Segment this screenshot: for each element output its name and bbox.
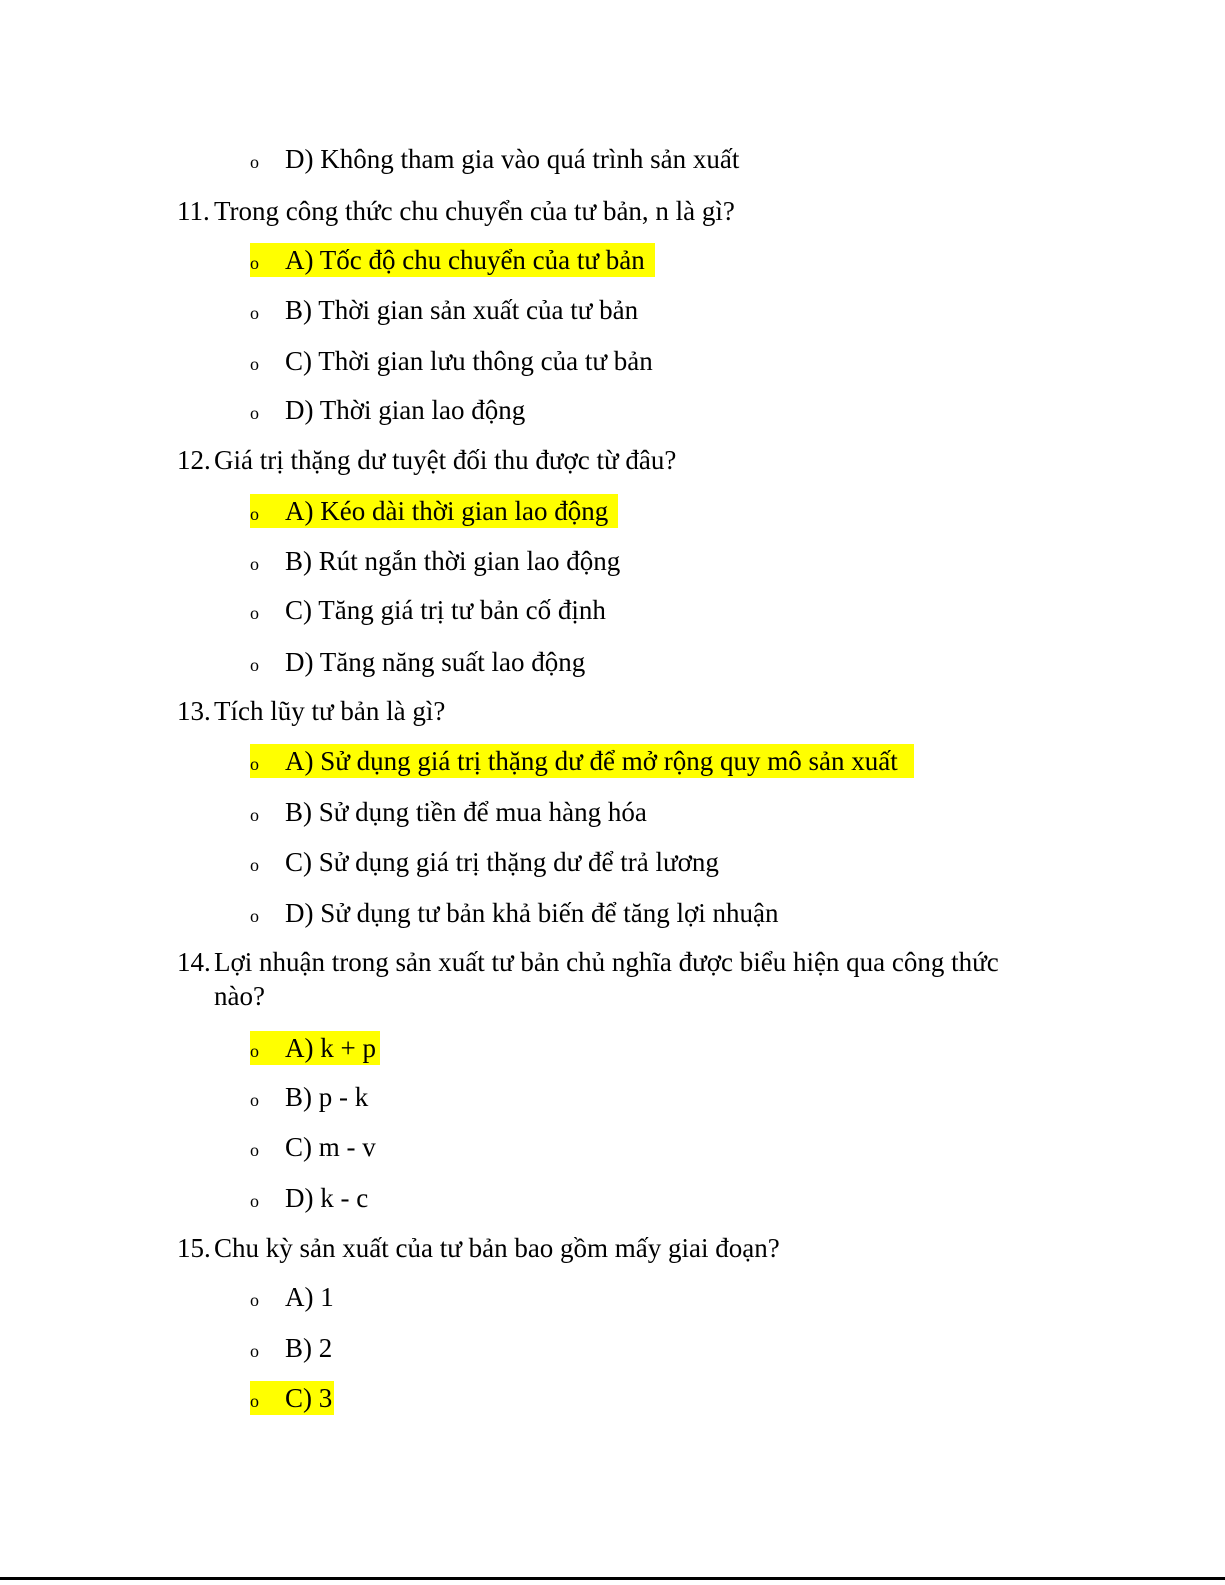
- question-text: Chu kỳ sản xuất của tư bản bao gồm mấy giai đoạn?: [214, 1233, 780, 1263]
- option-text: B) Rút ngắn thời gian lao động: [285, 546, 621, 576]
- option-text: D) Sử dụng tư bản khả biến để tăng lợi nhuận: [285, 898, 779, 928]
- option-text: A) 1: [285, 1282, 334, 1312]
- option-text: B) Sử dụng tiền để mua hàng hóa: [285, 797, 647, 827]
- question-number: 15.: [177, 1233, 211, 1263]
- option-text: D) Không tham gia vào quá trình sản xuất: [285, 144, 740, 174]
- option-text: C) Sử dụng giá trị thặng dư để trả lương: [285, 847, 719, 877]
- option-text: C) m - v: [285, 1132, 376, 1162]
- circle-bullet-icon: o: [250, 152, 259, 172]
- question-number: 12.: [177, 445, 211, 475]
- question-text: Lợi nhuận trong sản xuất tư bản chủ nghĩa được biểu hiện qua công thức: [214, 947, 999, 977]
- circle-bullet-icon: o: [250, 1041, 259, 1061]
- circle-bullet-icon: o: [250, 504, 259, 524]
- circle-bullet-icon: o: [250, 906, 259, 926]
- circle-bullet-icon: o: [250, 1341, 259, 1361]
- circle-bullet-icon: o: [250, 1290, 259, 1310]
- option-text: D) k - c: [285, 1183, 369, 1213]
- option-text: C) Tăng giá trị tư bản cố định: [285, 595, 606, 625]
- circle-bullet-icon: o: [250, 1191, 259, 1211]
- question-text-continued: nào?: [214, 981, 265, 1011]
- option-text: A) Sử dụng giá trị thặng dư để mở rộng quy mô sản xuất: [285, 746, 898, 776]
- circle-bullet-icon: o: [250, 805, 259, 825]
- option-text: A) Kéo dài thời gian lao động: [285, 496, 609, 526]
- option-text: C) 3: [285, 1383, 333, 1413]
- circle-bullet-icon: o: [250, 855, 259, 875]
- page-bottom-divider: [0, 1577, 1225, 1580]
- circle-bullet-icon: o: [250, 253, 259, 273]
- question-text: Tích lũy tư bản là gì?: [214, 696, 446, 726]
- circle-bullet-icon: o: [250, 754, 259, 774]
- question-text: Trong công thức chu chuyển của tư bản, n là gì?: [214, 196, 735, 226]
- option-text: B) 2: [285, 1333, 333, 1363]
- option-text: D) Thời gian lao động: [285, 395, 526, 425]
- circle-bullet-icon: o: [250, 1090, 259, 1110]
- question-number: 14.: [177, 947, 211, 977]
- question-number: 11.: [177, 196, 210, 226]
- circle-bullet-icon: o: [250, 1391, 259, 1411]
- option-text: A) Tốc độ chu chuyển của tư bản: [285, 245, 645, 275]
- option-text: B) p - k: [285, 1082, 369, 1112]
- circle-bullet-icon: o: [250, 554, 259, 574]
- circle-bullet-icon: o: [250, 303, 259, 323]
- option-text: C) Thời gian lưu thông của tư bản: [285, 346, 653, 376]
- option-text: D) Tăng năng suất lao động: [285, 647, 586, 677]
- circle-bullet-icon: o: [250, 1140, 259, 1160]
- circle-bullet-icon: o: [250, 354, 259, 374]
- circle-bullet-icon: o: [250, 655, 259, 675]
- question-text: Giá trị thặng dư tuyệt đối thu được từ đâu?: [214, 445, 677, 475]
- option-text: A) k + p: [285, 1033, 376, 1063]
- circle-bullet-icon: o: [250, 403, 259, 423]
- option-text: B) Thời gian sản xuất của tư bản: [285, 295, 639, 325]
- question-number: 13.: [177, 696, 211, 726]
- circle-bullet-icon: o: [250, 603, 259, 623]
